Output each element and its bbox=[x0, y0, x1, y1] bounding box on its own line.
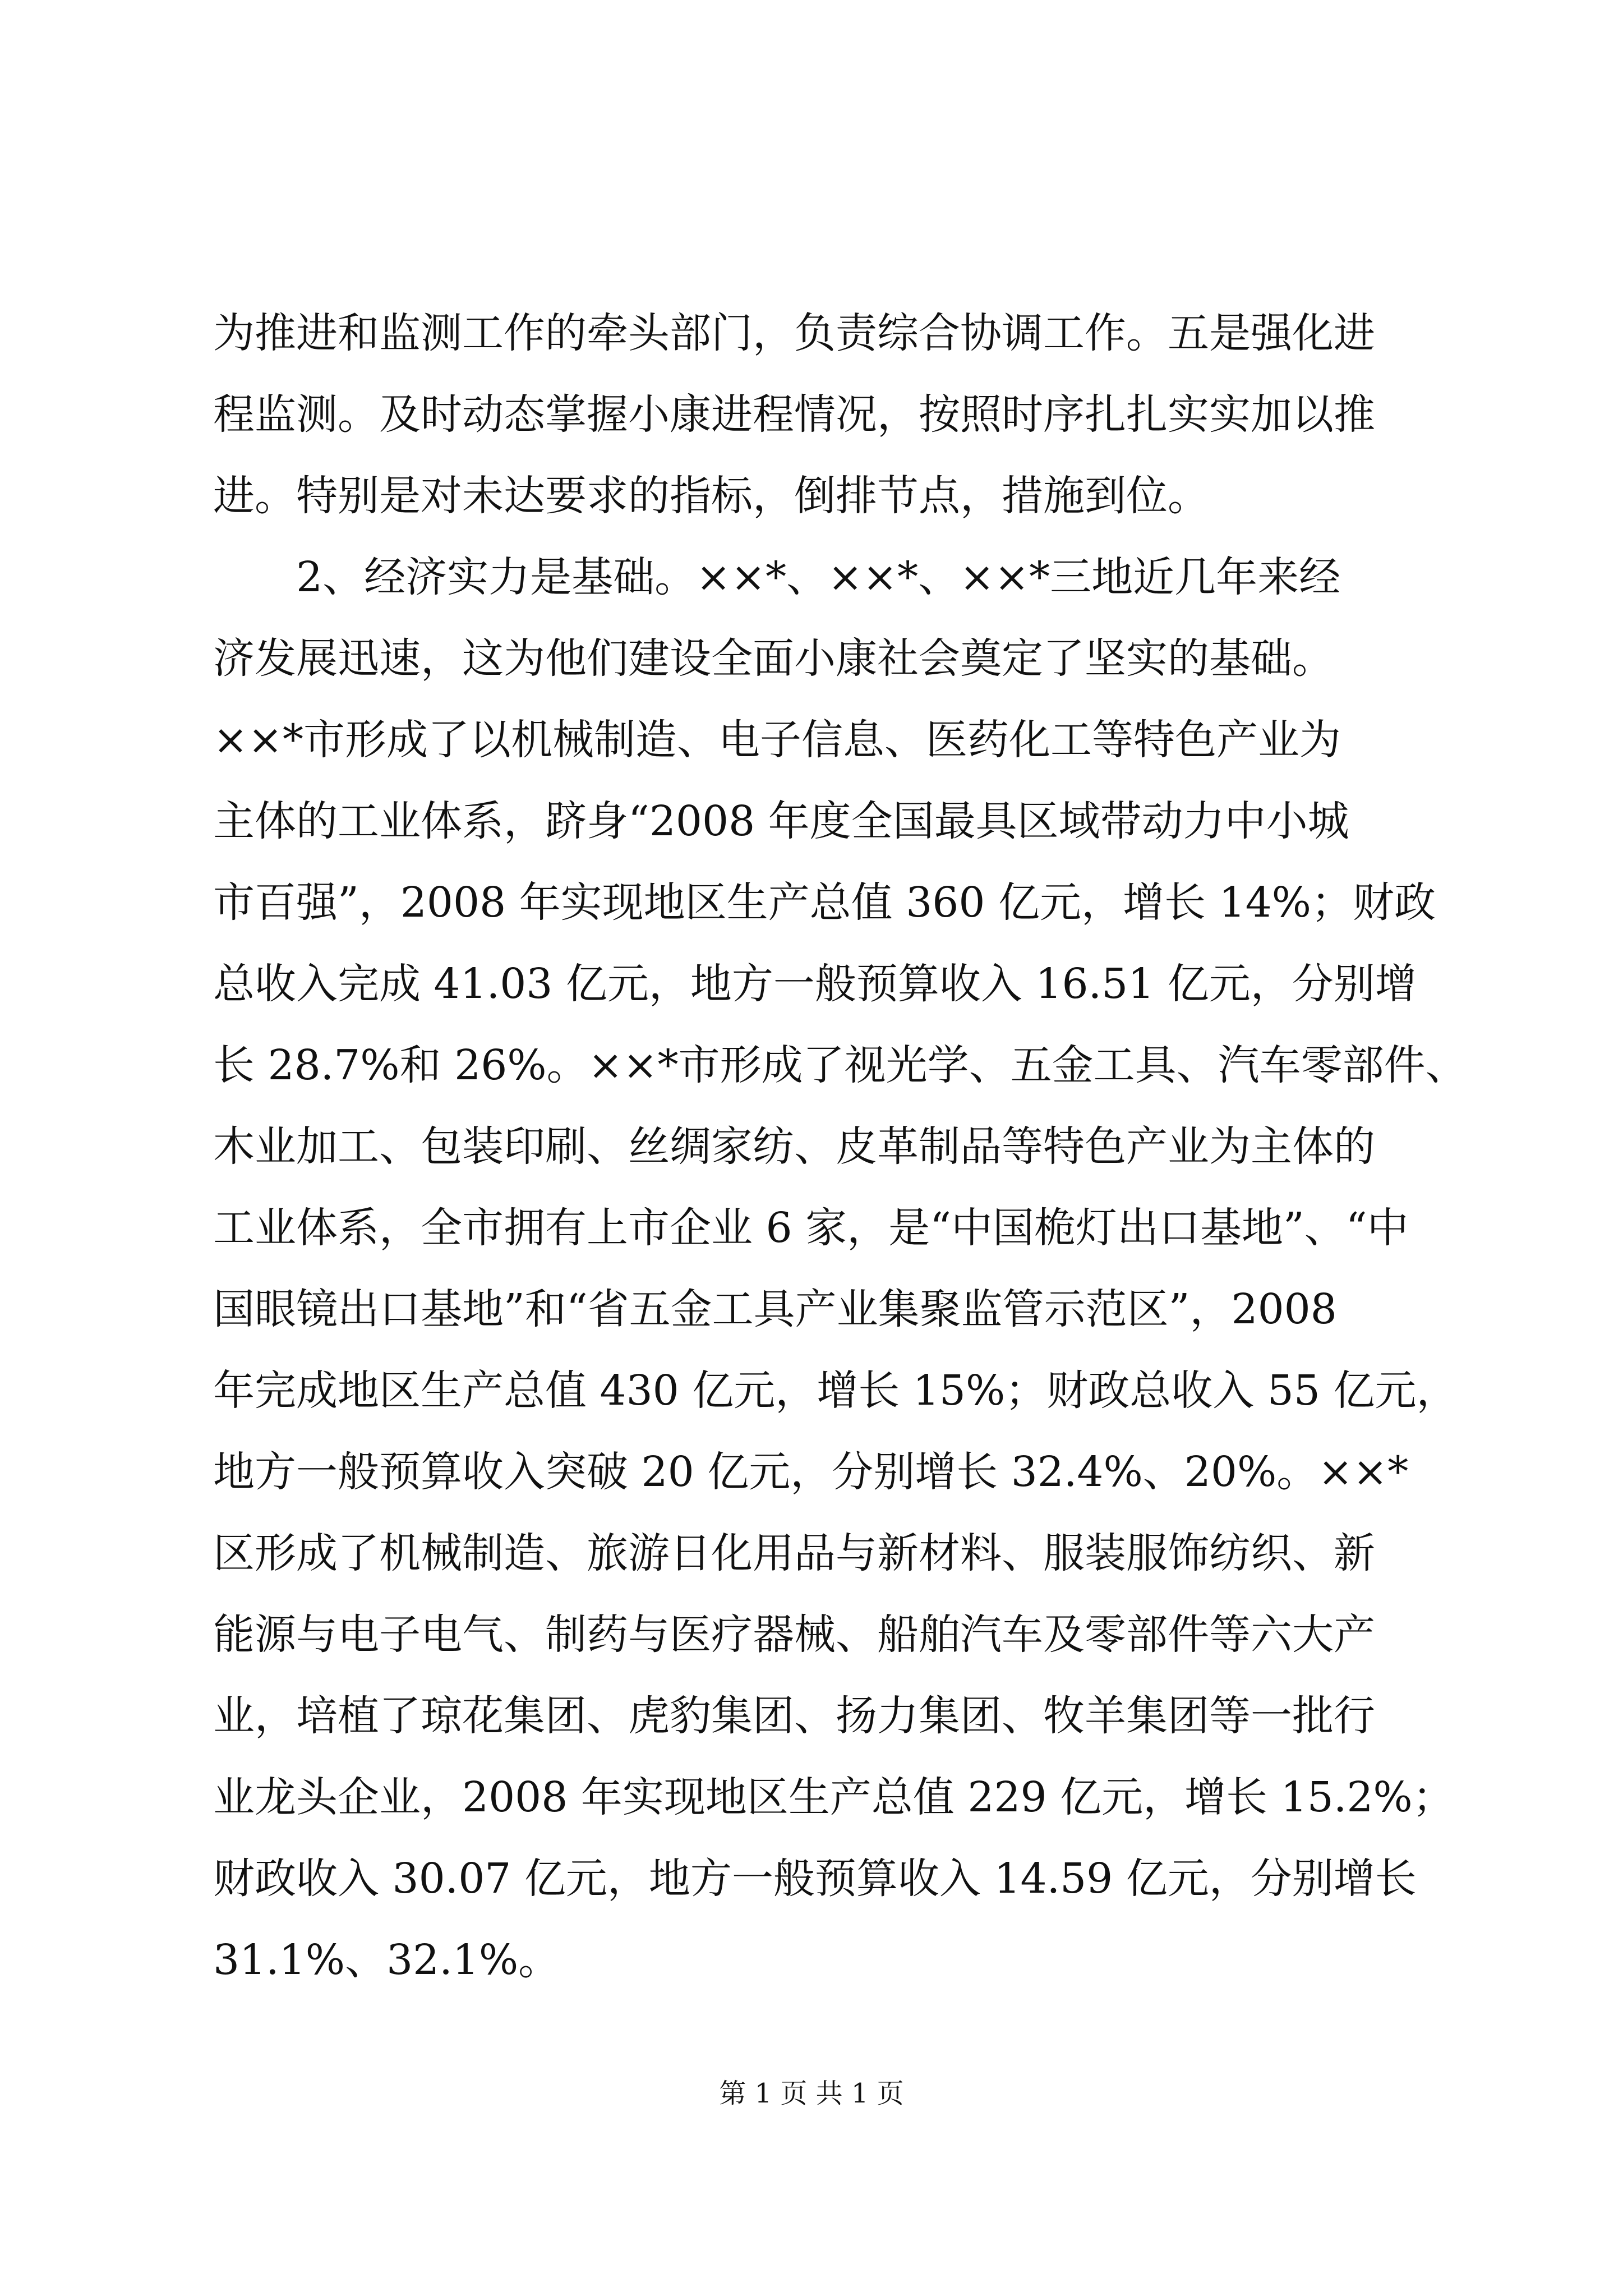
text-line: 进。特别是对未达要求的指标，倒排节点，措施到位。 bbox=[213, 472, 1209, 520]
text-line: 为推进和监测工作的牵头部门，负责综合协调工作。五是强化进 bbox=[213, 309, 1375, 357]
text-line: 市百强”，2008 年实现地区生产总值 360 亿元，增长 14%；财政 bbox=[213, 878, 1436, 927]
text-line: 总收入完成 41.03 亿元，地方一般预算收入 16.51 亿元，分别增 bbox=[213, 960, 1417, 1008]
paragraph-start-line: 2、经济实力是基础。××*、××*、××*三地近几年来经 bbox=[296, 553, 1341, 601]
text-line: 国眼镜出口基地”和“省五金工具产业集聚监管示范区”，2008 bbox=[213, 1285, 1337, 1333]
text-line: 年完成地区生产总值 430 亿元，增长 15%；财政总收入 55 亿元， bbox=[213, 1366, 1458, 1415]
text-line: 程监测。及时动态掌握小康进程情况，按照时序扎扎实实加以推 bbox=[213, 390, 1375, 439]
text-line: 地方一般预算收入突破 20 亿元，分别增长 32.4%、20%。××* bbox=[213, 1448, 1409, 1496]
text-line: 区形成了机械制造、旅游日化用品与新材料、服装服饰纺织、新 bbox=[213, 1529, 1375, 1577]
body-text bbox=[213, 293, 1467, 2001]
text-line: 木业加工、包装印刷、丝绸家纺、皮革制品等特色产业为主体的 bbox=[213, 1122, 1375, 1171]
text-line: 主体的工业体系，跻身“2008 年度全国最具区域带动力中小城 bbox=[213, 797, 1349, 845]
text-line: 能源与电子电气、制药与医疗器械、船舶汽车及零部件等六大产 bbox=[213, 1611, 1375, 1659]
text-line: 长 28.7%和 26%。××*市形成了视光学、五金工具、汽车零部件、 bbox=[213, 1041, 1467, 1089]
text-line: 财政收入 30.07 亿元，地方一般预算收入 14.59 亿元，分别增长 bbox=[213, 1855, 1417, 1903]
text-line: 业，培植了琼花集团、虎豹集团、扬力集团、牧羊集团等一批行 bbox=[213, 1692, 1375, 1740]
text-line: 工业体系，全市拥有上市企业 6 家，是“中国桅灯出口基地”、“中 bbox=[213, 1204, 1409, 1252]
text-line: 济发展迅速，这为他们建设全面小康社会奠定了坚实的基础。 bbox=[213, 634, 1334, 683]
text-line: ××*市形成了以机械制造、电子信息、医药化工等特色产业为 bbox=[213, 716, 1341, 764]
page-footer: 第 1 页 共 1 页 bbox=[719, 2078, 904, 2109]
text-line: 业龙头企业，2008 年实现地区生产总值 229 亿元，增长 15.2%； bbox=[213, 1773, 1454, 1821]
text-line: 31.1%、32.1%。 bbox=[213, 1936, 560, 1984]
